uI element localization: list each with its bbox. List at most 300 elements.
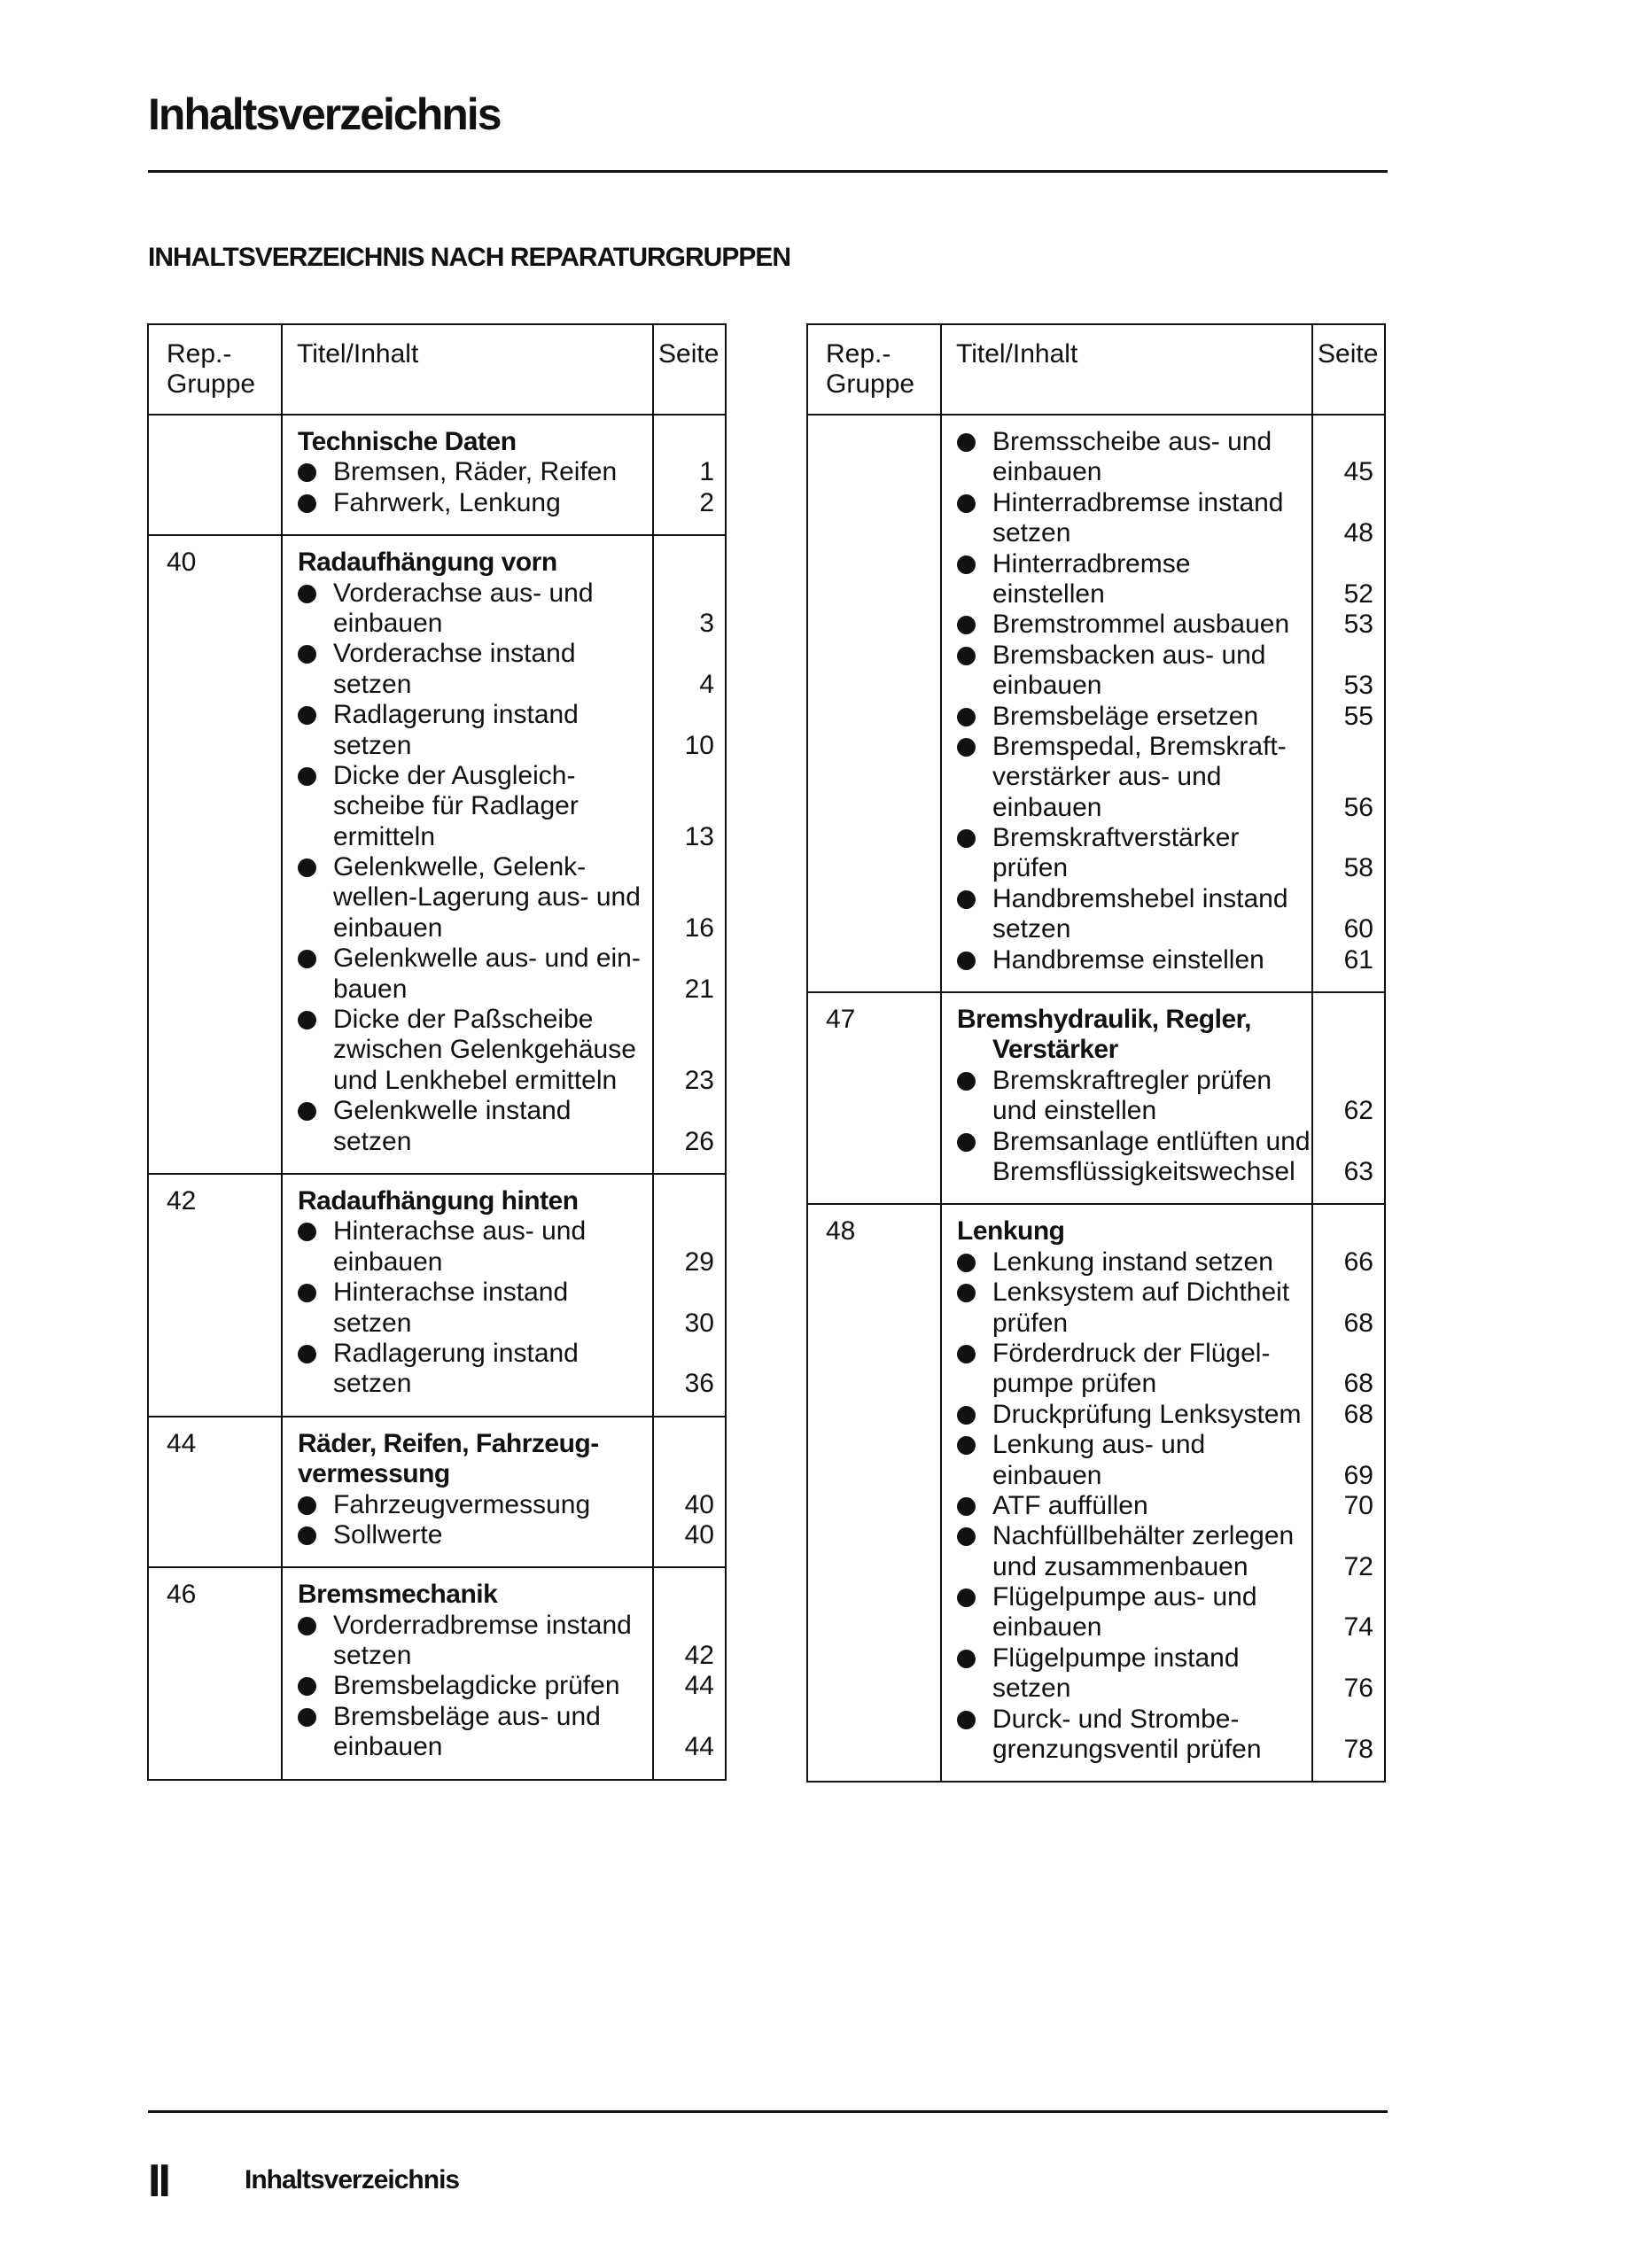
- entry-text: Bremsbeläge ersetzen: [992, 701, 1259, 731]
- entry-text: Bremsflüssigkeitswechsel: [992, 1156, 1295, 1186]
- bullet-icon: [957, 1650, 976, 1668]
- footer-rule: [148, 2110, 1388, 2113]
- entry-text: setzen: [992, 1674, 1071, 1704]
- entry-text: Lenkung aus- und: [992, 1430, 1206, 1460]
- toc-section: [807, 1204, 1385, 1782]
- toc-entry: [942, 610, 1311, 640]
- page-number: [1313, 1582, 1384, 1612]
- entry-text: Gelenkwelle, Gelenk-: [333, 852, 587, 882]
- page-number: [654, 1096, 725, 1126]
- toc-entry: [942, 1157, 1311, 1187]
- entry-text: setzen: [992, 914, 1071, 944]
- page-number: [1313, 762, 1384, 792]
- toc-entry: [283, 488, 652, 518]
- entry-text: Fahrwerk, Lenkung: [333, 487, 561, 517]
- bullet-icon: [298, 1496, 316, 1515]
- toc-entry: [283, 1066, 652, 1096]
- entry-text: Fahrzeugvermessung: [333, 1489, 591, 1519]
- section-heading: INHALTSVERZEICHNIS NACH REPARATURGRUPPEN: [148, 243, 791, 272]
- rep-group-number: 40: [148, 535, 282, 1174]
- bullet-icon: [957, 1133, 976, 1152]
- toc-entry: [942, 1643, 1311, 1674]
- page-number: 30: [684, 1308, 714, 1338]
- page-number: [1313, 823, 1384, 853]
- page-number: [654, 761, 725, 791]
- table-header-row: [807, 324, 1385, 415]
- entry-text: setzen: [333, 669, 412, 699]
- section-title: [283, 1580, 652, 1610]
- footer-label: Inhaltsverzeichnis: [245, 2165, 460, 2194]
- entry-text: zwischen Gelenkgehäuse: [333, 1035, 636, 1065]
- toc-entry: [942, 1612, 1311, 1643]
- toc-entry: [942, 1096, 1311, 1126]
- toc-entry: [283, 1216, 652, 1247]
- page-number: 69: [1343, 1460, 1373, 1490]
- rep-group-number: 42: [148, 1174, 282, 1417]
- page-number: 23: [684, 1065, 714, 1095]
- entry-text: prüfen: [992, 1308, 1069, 1338]
- toc-section: [148, 415, 726, 535]
- section-pages: [653, 1567, 726, 1779]
- section-pages: [653, 415, 726, 535]
- toc-entry: [283, 1035, 652, 1065]
- page-number: [1313, 884, 1384, 914]
- page-number: [1313, 1705, 1384, 1735]
- bullet-icon: [957, 494, 976, 513]
- header-seite: Seite: [653, 324, 726, 415]
- toc-entry: [283, 609, 652, 639]
- page-number: 4: [699, 669, 714, 699]
- toc-entry: [283, 1641, 652, 1671]
- header-seite: Seite: [1312, 324, 1385, 415]
- page-number: 60: [1343, 914, 1373, 944]
- toc-entry: [283, 1096, 652, 1126]
- entry-text: Bremspedal, Bremskraft-: [992, 731, 1287, 761]
- toc-entry: [283, 731, 652, 761]
- entry-text: Flügelpumpe instand: [992, 1643, 1240, 1673]
- toc-entry: [283, 1005, 652, 1035]
- page-number: [1313, 1216, 1384, 1247]
- page-number: [1313, 1035, 1384, 1065]
- toc-table-right: [806, 323, 1386, 1783]
- toc-section: [148, 1417, 726, 1568]
- toc-entry: [283, 1369, 652, 1399]
- toc-entry: [942, 702, 1311, 732]
- toc-table-left: [147, 323, 727, 1781]
- toc-entry: [942, 762, 1311, 792]
- page-number: [654, 1216, 725, 1247]
- toc-entry: [283, 882, 652, 913]
- bullet-icon: [298, 1345, 316, 1363]
- entry-text: Dicke der Ausgleich-: [333, 760, 576, 790]
- page-number: 56: [1343, 792, 1373, 822]
- entry-text: Durck- und Strombe-: [992, 1704, 1240, 1734]
- bullet-icon: [298, 1284, 316, 1302]
- bullet-icon: [957, 708, 976, 726]
- toc-entry: [942, 427, 1311, 457]
- rep-group-number: 46: [148, 1567, 282, 1779]
- toc-section: [807, 415, 1385, 992]
- header-titel: Titel/Inhalt: [941, 324, 1312, 415]
- page-number: [654, 1702, 725, 1732]
- page-number: 2: [699, 487, 714, 517]
- entry-text: Lenksystem auf Dichtheit: [992, 1278, 1290, 1308]
- entry-text: Gelenkwelle aus- und ein-: [333, 944, 641, 974]
- entry-text: Bremshydraulik, Regler,: [957, 1005, 1251, 1035]
- page-number: [1313, 1005, 1384, 1035]
- page-number: 68: [1343, 1308, 1373, 1338]
- entry-text: Radaufhängung hinten: [298, 1185, 579, 1216]
- entry-text: Bremsanlage entlüften und: [992, 1126, 1311, 1156]
- entry-text: einbauen: [333, 1247, 443, 1277]
- page-number: [654, 852, 725, 882]
- page-number: 40: [684, 1489, 714, 1519]
- header-rep-gruppe: [148, 324, 282, 415]
- entry-text: bauen: [333, 974, 408, 1004]
- page-number: [1313, 549, 1384, 579]
- entry-text: Technische Daten: [298, 427, 517, 456]
- toc-entry: [942, 1278, 1311, 1308]
- toc-section: [148, 1567, 726, 1779]
- page-number: 40: [684, 1519, 714, 1550]
- bullet-icon: [298, 1708, 316, 1727]
- entry-text: setzen: [333, 1369, 412, 1399]
- entry-text: einbauen: [992, 792, 1102, 822]
- page-number: 53: [1343, 671, 1373, 701]
- entry-text: Bremsmechanik: [298, 1580, 498, 1610]
- toc-entry: [283, 1247, 652, 1278]
- page-number: [654, 700, 725, 730]
- page-number: 29: [684, 1247, 714, 1277]
- entry-text: einbauen: [992, 671, 1102, 701]
- header-titel: Titel/Inhalt: [282, 324, 653, 415]
- page-number: 61: [1343, 944, 1373, 975]
- section-title: [283, 1186, 652, 1216]
- toc-entry: [283, 700, 652, 730]
- page-number: 48: [1343, 518, 1373, 548]
- toc-entry: [942, 823, 1311, 853]
- section-contents: [941, 1204, 1312, 1782]
- bullet-icon: [957, 433, 976, 452]
- entry-text: Bremsbacken aus- und: [992, 640, 1266, 670]
- page-number: 42: [684, 1641, 714, 1671]
- page-number: [1313, 1521, 1384, 1551]
- section-pages: [653, 1174, 726, 1417]
- entry-text: Gelenkwelle instand: [333, 1096, 572, 1126]
- bullet-icon: [957, 1497, 976, 1516]
- page-number: 10: [684, 730, 714, 760]
- toc-section: [148, 1174, 726, 1417]
- entry-text: Radlagerung instand: [333, 700, 579, 730]
- rep-group-number: [807, 415, 941, 992]
- entry-text: grenzungsventil prüfen: [992, 1735, 1262, 1765]
- page-title: Inhaltsverzeichnis: [148, 89, 501, 139]
- section-contents: [282, 415, 653, 535]
- page-number: [654, 548, 725, 578]
- entry-text: Vorderachse instand: [333, 639, 576, 669]
- toc-entry: [283, 1732, 652, 1762]
- bullet-icon: [957, 738, 976, 757]
- bullet-icon: [957, 1284, 976, 1302]
- page-number: 1: [699, 457, 714, 487]
- entry-text: und Lenkhebel ermitteln: [333, 1065, 618, 1095]
- toc-entry: [283, 852, 652, 882]
- page-number: [1313, 488, 1384, 518]
- section-title: [283, 1429, 652, 1459]
- entry-text: und zusammenbauen: [992, 1551, 1248, 1581]
- bullet-icon: [298, 858, 316, 877]
- page-number: [1313, 1430, 1384, 1460]
- toc-entry: [942, 1127, 1311, 1157]
- entry-text: Radaufhängung vorn: [298, 548, 557, 578]
- bullet-icon: [298, 1526, 316, 1545]
- rep-group-number: 48: [807, 1204, 941, 1782]
- toc-entry: [283, 1309, 652, 1339]
- toc-entry: [283, 1702, 652, 1732]
- page-number: 62: [1343, 1096, 1373, 1126]
- entry-text: scheibe für Radlager: [333, 791, 579, 821]
- page-number: 53: [1343, 610, 1373, 640]
- page-number: [654, 1035, 725, 1065]
- entry-text: setzen: [333, 1308, 412, 1338]
- page-number: [654, 1186, 725, 1216]
- page-number: [1313, 427, 1384, 457]
- header-rule: [148, 170, 1388, 173]
- table-header-row: [148, 324, 726, 415]
- page-number: 44: [684, 1732, 714, 1762]
- page-number: 26: [684, 1126, 714, 1156]
- section-title: [283, 427, 652, 457]
- entry-text: Bremskraftverstärker: [992, 823, 1240, 853]
- toc-entry: [283, 761, 652, 791]
- toc-entry: [942, 671, 1311, 701]
- toc-entry: [942, 1309, 1311, 1339]
- bullet-icon: [298, 1011, 316, 1029]
- toc-entry: [942, 1247, 1311, 1278]
- page-number: [1313, 1339, 1384, 1369]
- entry-text: Lenkung instand setzen: [992, 1247, 1273, 1277]
- toc-entry: [942, 1369, 1311, 1399]
- bullet-icon: [957, 829, 976, 848]
- toc-entry: [942, 1705, 1311, 1735]
- section-pages: [1312, 1204, 1385, 1782]
- page-number: 74: [1343, 1612, 1373, 1643]
- toc-entry: [942, 488, 1311, 518]
- entry-text: einbauen: [333, 608, 443, 638]
- entry-text: Radlagerung instand: [333, 1338, 579, 1368]
- toc-entry: [942, 945, 1311, 975]
- bullet-icon: [957, 555, 976, 574]
- rep-group-number: [148, 415, 282, 535]
- entry-text: Bremsbelagdicke prüfen: [333, 1671, 620, 1701]
- section-title: [283, 548, 652, 578]
- toc-entry: [942, 1066, 1311, 1096]
- page-number: [654, 1580, 725, 1610]
- page-number: [654, 579, 725, 609]
- entry-text: Verstärker: [992, 1035, 1118, 1065]
- toc-entry: [283, 1520, 652, 1550]
- entry-text: Sollwerte: [333, 1519, 443, 1550]
- section-title: [942, 1005, 1311, 1035]
- section-contents: [941, 992, 1312, 1204]
- page-number: [654, 639, 725, 669]
- page-number: [1313, 1278, 1384, 1308]
- page-number: [1313, 1066, 1384, 1096]
- entry-text: Dicke der Paßscheibe: [333, 1005, 594, 1035]
- toc-entry: [283, 1339, 652, 1369]
- section-contents: [282, 1417, 653, 1568]
- bullet-icon: [957, 1588, 976, 1607]
- toc-entry: [283, 822, 652, 852]
- toc-entry: [942, 1400, 1311, 1430]
- bullet-icon: [957, 1436, 976, 1455]
- entry-text: ATF auffüllen: [992, 1490, 1148, 1520]
- entry-text: und einstellen: [992, 1096, 1157, 1126]
- entry-text: Bremstrommel ausbauen: [992, 610, 1290, 640]
- toc-entry: [283, 944, 652, 974]
- toc-section: [807, 992, 1385, 1204]
- entry-text: wellen-Lagerung aus- und: [333, 882, 641, 913]
- entry-text: Hinterradbremse instand: [992, 487, 1284, 517]
- toc-entry: [942, 518, 1311, 548]
- bullet-icon: [957, 890, 976, 909]
- page-number: 13: [684, 821, 714, 851]
- bullet-icon: [298, 1617, 316, 1635]
- entry-text: Bremsen, Räder, Reifen: [333, 457, 618, 487]
- section-pages: [653, 1417, 726, 1568]
- page-number: [1313, 732, 1384, 762]
- bullet-icon: [957, 616, 976, 634]
- toc-entry: [942, 1582, 1311, 1612]
- toc-section: [148, 535, 726, 1174]
- page-number: 63: [1343, 1156, 1373, 1186]
- toc-entry: [283, 579, 652, 609]
- entry-text: Räder, Reifen, Fahrzeug-: [298, 1428, 599, 1458]
- bullet-icon: [957, 1072, 976, 1091]
- section-contents: [282, 1567, 653, 1779]
- page-number: [654, 791, 725, 821]
- toc-entry: [283, 975, 652, 1005]
- section-contents: [282, 535, 653, 1174]
- entry-text: einstellen: [992, 579, 1105, 609]
- section-title: [942, 1216, 1311, 1247]
- toc-entry: [942, 793, 1311, 823]
- page-number: 66: [1343, 1247, 1373, 1277]
- page-number: [654, 1278, 725, 1308]
- footer-page-number: II: [148, 2155, 168, 2207]
- page-number: [654, 882, 725, 913]
- toc-entry: [942, 1674, 1311, 1704]
- section-contents: [282, 1174, 653, 1417]
- page-number: 52: [1343, 579, 1373, 609]
- toc-entry: [942, 549, 1311, 579]
- toc-entry: [942, 884, 1311, 914]
- entry-text: Hinterachse aus- und: [333, 1216, 587, 1247]
- page-number: [654, 1459, 725, 1489]
- bullet-icon: [957, 647, 976, 665]
- page-number: 76: [1343, 1674, 1373, 1704]
- rep-group-number: 44: [148, 1417, 282, 1568]
- section-title: [942, 1035, 1311, 1065]
- entry-text: setzen: [333, 1641, 412, 1671]
- bullet-icon: [298, 767, 316, 786]
- bullet-icon: [298, 494, 316, 513]
- entry-text: Nachfüllbehälter zerlegen: [992, 1521, 1295, 1551]
- entry-text: setzen: [333, 730, 412, 760]
- toc-entry: [942, 1735, 1311, 1765]
- bullet-icon: [298, 585, 316, 603]
- page-number: 36: [684, 1369, 714, 1399]
- toc-entry: [283, 457, 652, 487]
- entry-text: prüfen: [992, 853, 1069, 883]
- bullet-icon: [957, 1254, 976, 1272]
- bullet-icon: [298, 463, 316, 482]
- header-rep-gruppe: [807, 324, 941, 415]
- header-rep-line2: Gruppe: [826, 369, 915, 400]
- page-number: 70: [1343, 1490, 1373, 1520]
- toc-entry: [942, 853, 1311, 883]
- entry-text: vermessung: [298, 1459, 450, 1489]
- bullet-icon: [957, 951, 976, 970]
- page-number: 68: [1343, 1399, 1373, 1429]
- page-number: 72: [1343, 1551, 1373, 1581]
- page-number: [654, 427, 725, 457]
- entry-text: ermitteln: [333, 821, 436, 851]
- section-pages: [1312, 415, 1385, 992]
- entry-text: setzen: [992, 518, 1071, 548]
- header-rep-line2: Gruppe: [167, 369, 256, 400]
- entry-text: Vorderachse aus- und: [333, 578, 594, 608]
- toc-entry: [283, 1278, 652, 1308]
- entry-text: Bremsscheibe aus- und: [992, 427, 1272, 456]
- page-number: 58: [1343, 853, 1373, 883]
- toc-entry: [942, 732, 1311, 762]
- toc-entry: [942, 1461, 1311, 1491]
- page-number: [654, 1611, 725, 1641]
- bullet-icon: [298, 1677, 316, 1696]
- rep-group-number: 47: [807, 992, 941, 1204]
- bullet-icon: [298, 1223, 316, 1241]
- entry-text: Förderdruck der Flügel-: [992, 1338, 1271, 1368]
- entry-text: setzen: [333, 1126, 412, 1156]
- toc-entry: [942, 1339, 1311, 1369]
- entry-text: Druckprüfung Lenksystem: [992, 1399, 1302, 1429]
- page-number: [1313, 641, 1384, 671]
- bullet-icon: [957, 1345, 976, 1363]
- page-number: 21: [684, 974, 714, 1004]
- toc-entry: [942, 1491, 1311, 1521]
- bullet-icon: [957, 1527, 976, 1546]
- page-number: 44: [684, 1671, 714, 1701]
- page-number: [1313, 1643, 1384, 1674]
- entry-text: Bremsbeläge aus- und: [333, 1701, 601, 1731]
- toc-entry: [942, 914, 1311, 944]
- toc-entry: [283, 791, 652, 821]
- toc-entry: [942, 1430, 1311, 1460]
- page-number: 45: [1343, 457, 1373, 487]
- toc-entry: [283, 1127, 652, 1157]
- entry-text: Handbremse einstellen: [992, 944, 1264, 975]
- entry-text: Flügelpumpe aus- und: [992, 1582, 1257, 1612]
- entry-text: pumpe prüfen: [992, 1369, 1157, 1399]
- header-rep-line1: Rep.-: [167, 339, 232, 369]
- toc-entry: [283, 913, 652, 944]
- page-number: [654, 1339, 725, 1369]
- entry-text: Hinterradbremse: [992, 548, 1191, 579]
- entry-text: einbauen: [992, 1460, 1102, 1490]
- bullet-icon: [298, 950, 316, 968]
- page-number: 55: [1343, 701, 1373, 731]
